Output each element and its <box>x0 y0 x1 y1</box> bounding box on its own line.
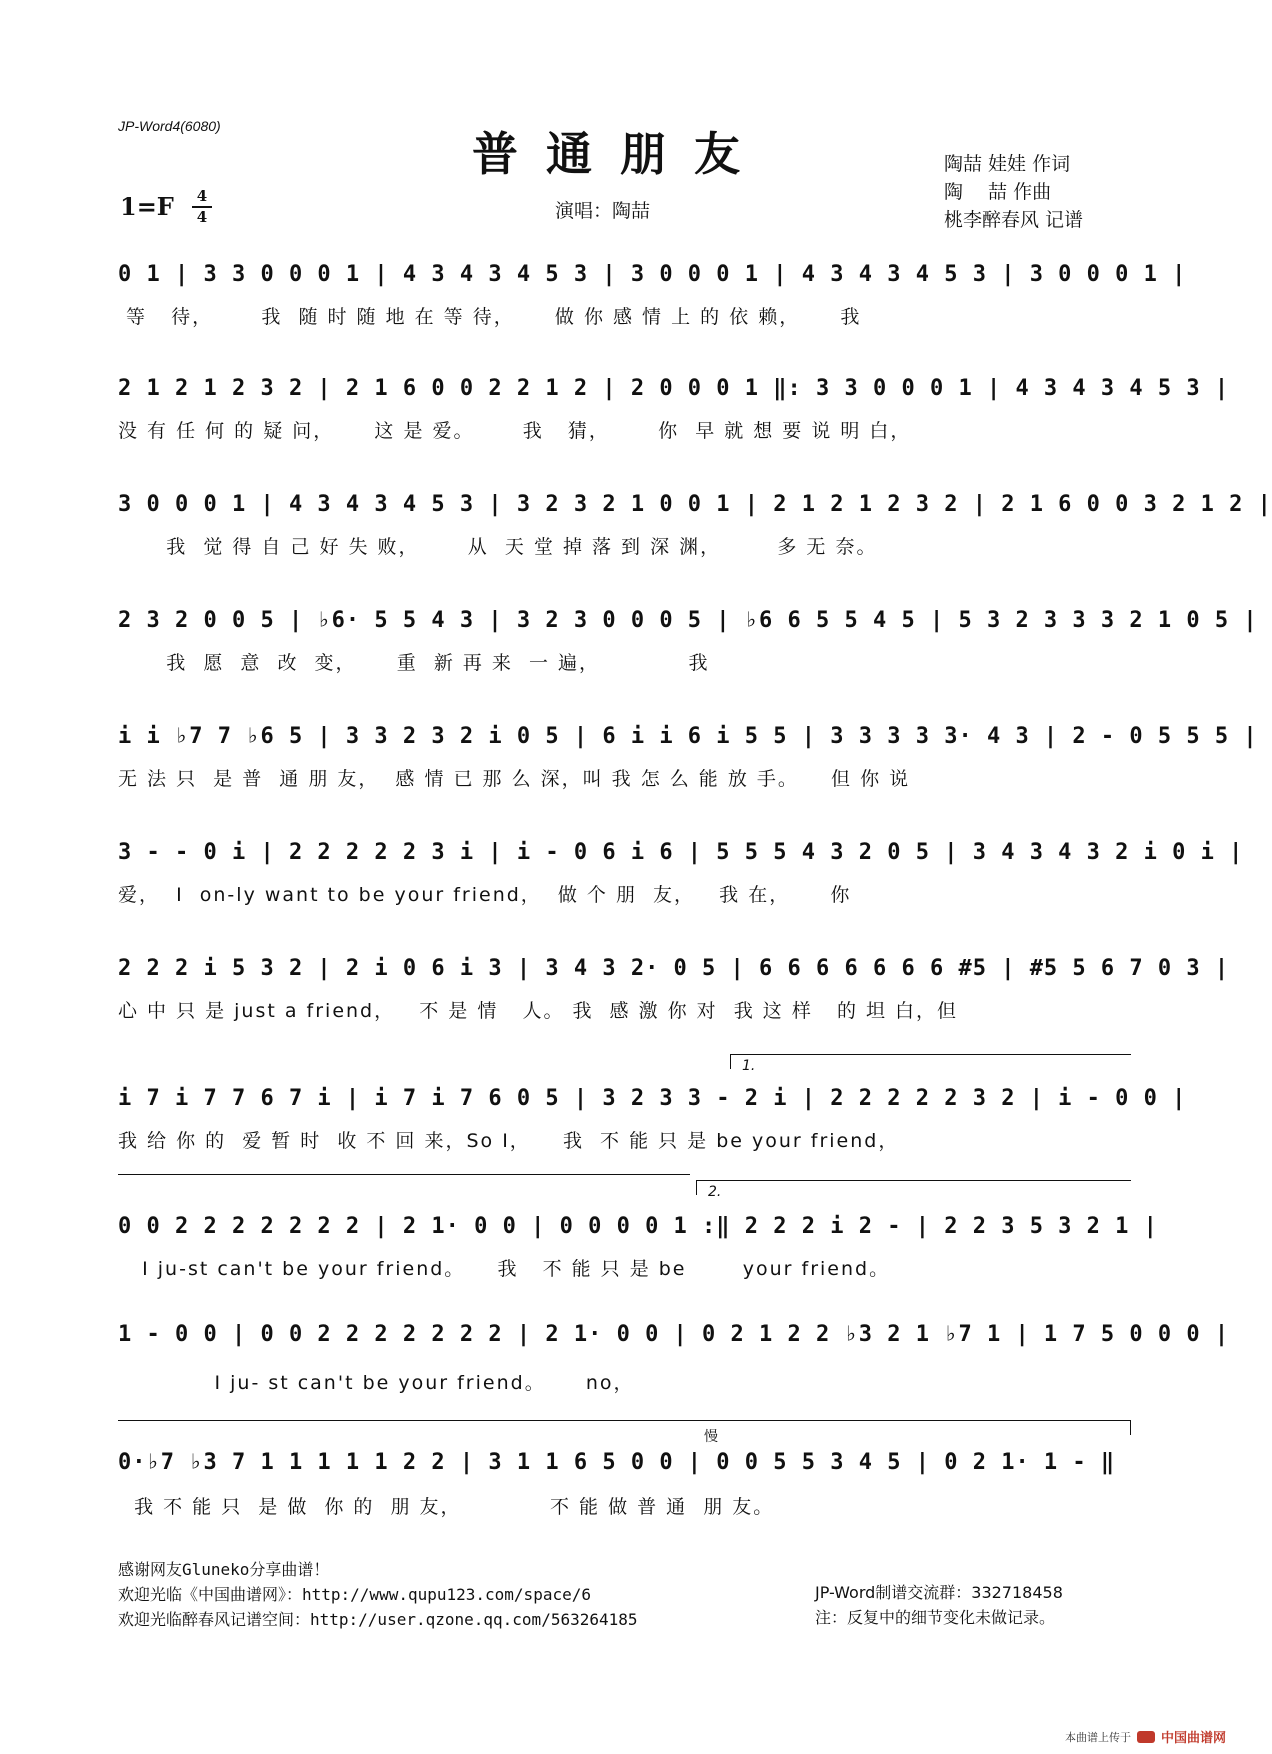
time-signature <box>192 188 212 226</box>
footer-site-1[interactable]: 欢迎光临《中国曲谱网》：http://www.qupu123.com/space/6 <box>118 1585 591 1604</box>
tempo-marking: 慢 <box>704 1429 718 1445</box>
first-ending-label: 1. <box>742 1058 756 1074</box>
footer-thanks: 感谢网友Gluneko分享曲谱！ <box>118 1560 330 1579</box>
lyric-line-1: 等 待， 我 随 时 随 地 在 等 待， 做 你 感 情 上 的 依 赖， 我 <box>118 306 862 328</box>
notation-line-7: 2 2 2 i 5 3 2 | 2 i 0 6 i 3 | 3 4 3 2· 0 5 | 6 6 6 6 6 6 6 #5 | #5 5 6 7 0 3 | <box>118 956 1230 981</box>
notation-line-1: 0 1 | 3 3 0 0 0 1 | 4 3 4 3 4 5 3 | 3 0 0 0 1 | 4 3 4 3 4 5 3 | 3 0 0 0 1 | <box>118 262 1187 287</box>
page-title: 普通朋友 <box>472 127 768 181</box>
notation-line-10: 1 - 0 0 | 0 0 2 2 2 2 2 2 2 | 2 1· 0 0 | 0 2 1 2 2 ♭3 2 1 ♭7 1 | 1 7 5 0 0 0 | <box>118 1322 1230 1347</box>
lyric-line-3: 我 觉 得 自 己 好 失 败， 从 天 堂 掉 落 到 深 渊， 多 无 奈。 <box>118 536 878 558</box>
second-ending-bracket <box>696 1180 1131 1195</box>
second-ending-label: 2. <box>708 1184 722 1200</box>
notation-line-4: 2 3 2 0 0 5 | ♭6· 5 5 4 3 | 3 2 3 0 0 0 5 | ♭6 6 5 5 4 5 | 5 3 2 3 3 3 2 1 0 5 | <box>118 608 1258 633</box>
lyric-line-11: 我 不 能 只 是 做 你 的 朋 友， 不 能 做 普 通 朋 友。 <box>118 1496 775 1518</box>
lyric-line-5: 无 法 只 是 普 通 朋 友， 感 情 已 那 么 深，叫 我 怎 么 能 放 手。 但 你 说 <box>118 768 911 790</box>
credits <box>944 150 1083 234</box>
footer-right <box>815 1580 1063 1630</box>
time-bottom: 4 <box>196 208 208 226</box>
repeat-span-line <box>118 1174 690 1189</box>
lyric-line-6: 爱， I on-ly want to be your friend， 做 个 朋 友， 我 在， 你 <box>118 884 852 906</box>
lyric-line-10: I ju- st can't be your friend。 no， <box>118 1372 635 1394</box>
first-ending-bracket <box>730 1054 1131 1069</box>
lyric-line-7: 心 中 只 是 just a friend， 不 是 情 人。 我 感 激 你 对 我 这 样 的 坦 白，但 <box>118 1000 959 1022</box>
watermark-brand[interactable]: 中国曲谱网 <box>1160 1731 1226 1746</box>
notation-line-8: i 7 i 7 7 6 7 i | i 7 i 7 6 0 5 | 3 2 3 3 - 2 i | 2 2 2 2 2 3 2 | i - 0 0 | <box>118 1086 1187 1111</box>
footer-site-2[interactable]: 欢迎光临醉春风记谱空间：http://user.qzone.qq.com/563264185 <box>118 1610 638 1629</box>
lyric-line-9: I ju-st can't be your friend。 我 不 能 只 是 be your friend。 <box>118 1258 891 1280</box>
lyric-line-4: 我 愿 意 改 变， 重 新 再 来 一 遍， 我 <box>118 652 710 674</box>
footer-left <box>118 1557 638 1632</box>
transcriber-credit: 桃李醉春风 记谱 <box>944 209 1084 231</box>
footer-note: 注：反复中的细节变化未做记录。 <box>815 1608 1056 1627</box>
singer: 演唱：陶喆 <box>555 200 651 222</box>
key-signature: 1=F <box>120 192 174 221</box>
composer-credit: 陶 喆 作曲 <box>944 181 1052 203</box>
notation-line-3: 3 0 0 0 1 | 4 3 4 3 4 5 3 | 3 2 3 2 1 0 0 1 | 2 1 2 1 2 3 2 | 2 1 6 0 0 3 2 1 2 | <box>118 492 1272 517</box>
lyric-line-2: 没 有 任 何 的 疑 问， 这 是 爱。 我 猜， 你 早 就 想 要 说 明 白， <box>118 420 912 442</box>
notation-line-6: 3 - - 0 i | 2 2 2 2 2 3 i | i - 0 6 i 6 | 5 5 5 4 3 2 0 5 | 3 4 3 4 3 2 i 0 i | <box>118 840 1244 865</box>
coda-span-line <box>118 1420 1131 1435</box>
watermark-prefix: 本曲谱上传于 <box>1064 1730 1131 1744</box>
lyric-line-8: 我 给 你 的 爱 暂 时 收 不 回 来，So I， 我 不 能 只 是 be your friend， <box>118 1130 900 1152</box>
qupu-logo-icon <box>1137 1731 1155 1743</box>
software-label: JP-Word4(6080) <box>118 118 221 134</box>
time-top: 4 <box>196 187 208 205</box>
notation-line-2: 2 1 2 1 2 3 2 | 2 1 6 0 0 2 2 1 2 | 2 0 0 0 1 ‖: 3 3 0 0 0 1 | 4 3 4 3 4 5 3 | <box>118 376 1230 401</box>
footer-group: JP-Word制谱交流群：332718458 <box>815 1583 1063 1602</box>
notation-line-11: 0·♭7 ♭3 7 1 1 1 1 1 2 2 | 3 1 1 6 5 0 0 | 0 0 5 5 3 4 5 | 0 2 1· 1 - ‖ <box>118 1450 1116 1475</box>
watermark <box>1065 1727 1226 1746</box>
notation-line-9: 0 0 2 2 2 2 2 2 2 | 2 1· 0 0 | 0 0 0 0 1 :‖ 2 2 2 i 2 - | 2 2 3 5 3 2 1 | <box>118 1214 1158 1239</box>
notation-line-5: i i ♭7 7 ♭6 5 | 3 3 2 3 2 i 0 5 | 6 i i 6 i 5 5 | 3 3 3 3 3· 4 3 | 2 - 0 5 5 5 | <box>118 724 1258 749</box>
lyricist-credit: 陶喆 娃娃 作词 <box>944 153 1071 175</box>
